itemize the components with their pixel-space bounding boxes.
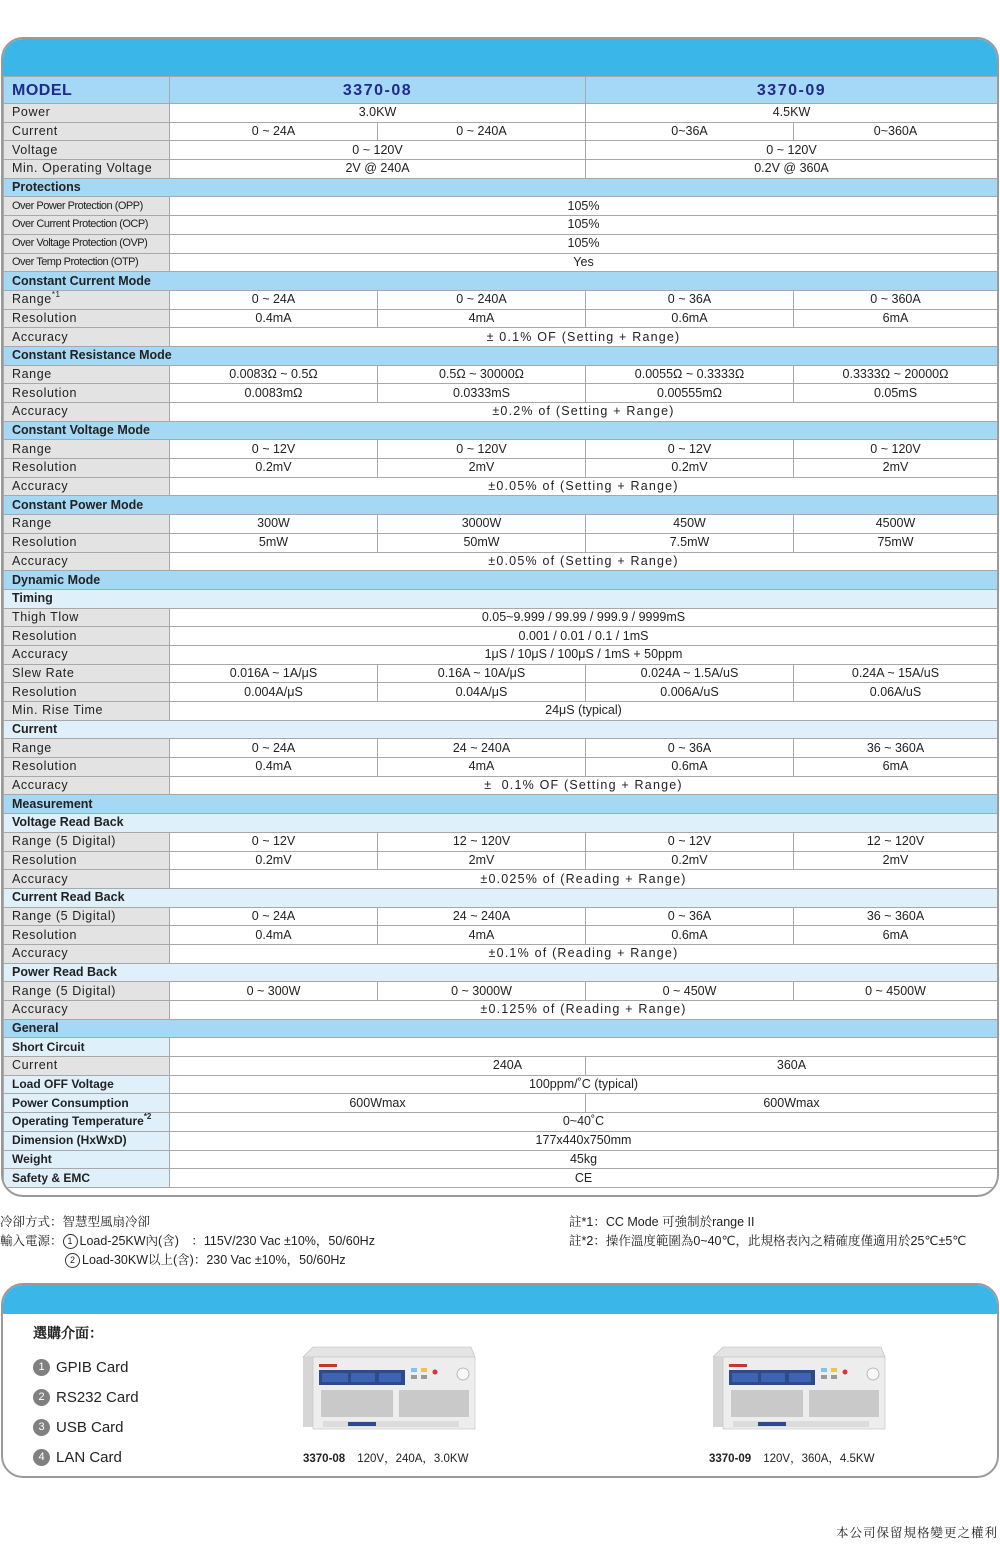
table-row — [4, 328, 998, 347]
cell: 0 ~ 3000W — [378, 982, 586, 1001]
cell: 0 ~ 120V — [586, 141, 998, 160]
table-row — [4, 477, 998, 496]
row-label: Resolution — [4, 758, 170, 777]
cell: 2mV — [794, 459, 998, 478]
model-3370-09: 3370-09 — [586, 77, 998, 104]
number-badge-icon: 1 — [33, 1359, 50, 1376]
options-list — [33, 1352, 139, 1472]
cell: 4mA — [378, 926, 586, 945]
cell: 0 ~ 300W — [170, 982, 378, 1001]
table-row — [4, 627, 998, 646]
cell: 600Wmax — [170, 1094, 586, 1113]
table-row — [4, 384, 998, 403]
cell: 0 ~ 24A — [170, 739, 378, 758]
cell: ±0.2% of (Setting + Range) — [170, 403, 998, 422]
model-3370-08: 3370-08 — [170, 77, 586, 104]
cell: 45kg — [170, 1150, 998, 1169]
cell: 0.4mA — [170, 309, 378, 328]
cell: 0 ~ 36A — [586, 907, 794, 926]
circled-number-icon: 1 — [63, 1234, 78, 1249]
table-row — [4, 832, 998, 851]
table-row — [4, 365, 998, 384]
cell: 0.2mV — [586, 851, 794, 870]
cell: 0.4mA — [170, 758, 378, 777]
row-label: Over Voltage Protection (OVP) — [4, 234, 170, 253]
cell: 105% — [170, 216, 998, 235]
cell: Yes — [170, 253, 998, 272]
option-label: RS232 Card — [56, 1388, 139, 1406]
table-row — [4, 1131, 998, 1150]
cell: 50mW — [378, 533, 586, 552]
row-label: Resolution — [4, 627, 170, 646]
subsection-header — [4, 589, 998, 608]
section-header — [4, 1019, 998, 1038]
row-label: Weight — [4, 1150, 170, 1169]
subsection-title: Current — [4, 720, 998, 739]
cell: 300W — [170, 515, 378, 534]
cell: 0 ~ 240A — [378, 290, 586, 309]
subsection-header — [4, 814, 998, 833]
section-header — [4, 571, 998, 590]
cell: ± 0.1% OF (Setting + Range) — [170, 328, 998, 347]
cell: 2V @ 240A — [170, 160, 586, 179]
table-row — [4, 944, 998, 963]
input-2-text: Load-30KW以上(含)：230 Vac ±10%，50/60Hz — [82, 1253, 346, 1267]
footnote-2: 註*2：操作溫度範圍為0~40℃，此規格表內之精確度僅適用於25℃±5℃ — [569, 1234, 967, 1248]
table-row — [4, 1169, 998, 1188]
input-power-note-2 — [0, 1251, 375, 1270]
section-header — [4, 346, 998, 365]
subsection-header — [4, 963, 998, 982]
cell: 24μS (typical) — [170, 702, 998, 721]
section-header — [4, 496, 998, 515]
cell: 12 ~ 120V — [794, 832, 998, 851]
cell: 0.16A ~ 10A/μS — [378, 664, 586, 683]
cell: 0 ~ 450W — [586, 982, 794, 1001]
row-label: Current — [4, 1057, 170, 1076]
row-label: Min. Rise Time — [4, 702, 170, 721]
row-label: Range — [4, 739, 170, 758]
cell: 0.0083Ω ~ 0.5Ω — [170, 365, 378, 384]
cell: 105% — [170, 197, 998, 216]
section-header — [4, 795, 998, 814]
subsection-header — [4, 888, 998, 907]
table-row — [4, 851, 998, 870]
table-row — [4, 309, 998, 328]
product-spec: 120V，240A，3.0KW — [357, 1453, 469, 1465]
row-label: Resolution — [4, 683, 170, 702]
footer-disclaimer: 本公司保留規格變更之權利 — [835, 1526, 998, 1540]
subsection-title: Voltage Read Back — [4, 814, 998, 833]
table-row — [4, 160, 998, 179]
row-label-text: Range — [12, 292, 52, 307]
section-title: Measurement — [4, 795, 998, 814]
product-caption — [303, 1450, 468, 1466]
row-label: Accuracy — [4, 552, 170, 571]
input-power-note-1 — [0, 1232, 375, 1251]
cell: 0.004A/μS — [170, 683, 378, 702]
cell: 0.3333Ω ~ 20000Ω — [794, 365, 998, 384]
footnote-marker: *1 — [51, 290, 61, 300]
section-title: Constant Power Mode — [4, 496, 998, 515]
table-row — [4, 702, 998, 721]
cell: 0.0333mS — [378, 384, 586, 403]
row-label: Range (5 Digital) — [4, 982, 170, 1001]
row-label: Accuracy — [4, 477, 170, 496]
option-label: GPIB Card — [56, 1358, 129, 1376]
table-row — [4, 1113, 998, 1132]
cell: 0.06A/uS — [794, 683, 998, 702]
section-title: Constant Current Mode — [4, 272, 998, 291]
row-label: Accuracy — [4, 1001, 170, 1020]
cell: 0.2mV — [586, 459, 794, 478]
cell: 600Wmax — [586, 1094, 998, 1113]
cell: ±0.05% of (Setting + Range) — [170, 477, 998, 496]
number-badge-icon: 4 — [33, 1449, 50, 1466]
table-row — [4, 608, 998, 627]
cell: 0.05~9.999 / 99.99 / 999.9 / 9999mS — [170, 608, 998, 627]
table-row — [4, 515, 998, 534]
cell: 0 ~ 12V — [170, 440, 378, 459]
row-label: Accuracy — [4, 403, 170, 422]
section-header — [4, 178, 998, 197]
row-label: Safety & EMC — [4, 1169, 170, 1188]
row-label: Power Consumption — [4, 1094, 170, 1113]
cell: 0 ~ 120V — [170, 141, 586, 160]
cell: 0.6mA — [586, 309, 794, 328]
cell: 0.024A ~ 1.5A/uS — [586, 664, 794, 683]
section-header — [4, 421, 998, 440]
option-item — [33, 1352, 139, 1382]
table-row — [4, 290, 998, 309]
cell: 0.6mA — [586, 758, 794, 777]
table-row — [4, 870, 998, 889]
cell: 100ppm/˚C (typical) — [170, 1075, 998, 1094]
cell: 0 ~ 36A — [586, 739, 794, 758]
product-model: 3370-09 — [709, 1453, 752, 1465]
cell: 0.016A ~ 1A/μS — [170, 664, 378, 683]
cell: 12 ~ 120V — [378, 832, 586, 851]
input-label: 輸入電源： — [0, 1234, 63, 1248]
cell: 0 ~ 120V — [378, 440, 586, 459]
section-header — [4, 272, 998, 291]
subsection-header — [4, 720, 998, 739]
row-label: Dimension (HxWxD) — [4, 1131, 170, 1150]
cell: 0.0083mΩ — [170, 384, 378, 403]
subsection-title: Timing — [4, 589, 998, 608]
cell: 1μS / 10μS / 100μS / 1mS + 50ppm — [170, 645, 998, 664]
table-row — [4, 1038, 998, 1057]
cell: 0 ~ 12V — [586, 440, 794, 459]
cooling-note: 冷卻方式：智慧型風扇冷卻 — [0, 1215, 151, 1229]
cell: ± 0.1% OF (Setting + Range) — [170, 776, 998, 795]
option-label: USB Card — [56, 1418, 124, 1436]
row-label: Resolution — [4, 309, 170, 328]
table-row — [4, 739, 998, 758]
input-1-text: Load-25KW內(含) ：115V/230 Vac ±10%，50/60Hz — [79, 1234, 375, 1248]
cell: 4mA — [378, 758, 586, 777]
cell: 0.2mV — [170, 851, 378, 870]
cell: 6mA — [794, 309, 998, 328]
row-label: Range — [4, 440, 170, 459]
table-row — [4, 253, 998, 272]
row-label: Power — [4, 104, 170, 123]
cell: 6mA — [794, 926, 998, 945]
row-label: Resolution — [4, 926, 170, 945]
table-row — [4, 982, 998, 1001]
subsection-title: Power Read Back — [4, 963, 998, 982]
cell: 0~360A — [794, 122, 998, 141]
cell: 2mV — [794, 851, 998, 870]
option-item — [33, 1382, 139, 1412]
row-label: Over Temp Protection (OTP) — [4, 253, 170, 272]
row-label: Range — [4, 515, 170, 534]
cell: 0~40˚C — [170, 1113, 998, 1132]
cell: 4mA — [378, 309, 586, 328]
row-label: Accuracy — [4, 870, 170, 889]
cell — [170, 1057, 586, 1076]
cell: 3000W — [378, 515, 586, 534]
row-label: Min. Operating Voltage — [4, 160, 170, 179]
row-label: Resolution — [4, 851, 170, 870]
product-model: 3370-08 — [303, 1453, 346, 1465]
cell: 6mA — [794, 758, 998, 777]
product-caption — [709, 1450, 874, 1466]
option-label: LAN Card — [56, 1448, 122, 1466]
cell: ±0.1% of (Reading + Range) — [170, 944, 998, 963]
cell: 0 ~ 120V — [794, 440, 998, 459]
table-row — [4, 122, 998, 141]
cell: 3.0KW — [170, 104, 586, 123]
option-item — [33, 1412, 139, 1442]
notes-right — [569, 1213, 966, 1251]
footnote-marker: *2 — [143, 1112, 152, 1122]
cell: ±0.025% of (Reading + Range) — [170, 870, 998, 889]
table-row — [4, 440, 998, 459]
table-row — [4, 1057, 998, 1076]
cell: 36 ~ 360A — [794, 907, 998, 926]
cell: 0.04A/μS — [378, 683, 586, 702]
table-row — [4, 664, 998, 683]
cell: 7.5mW — [586, 533, 794, 552]
row-label: Voltage — [4, 141, 170, 160]
options-title: 選購介面： — [33, 1325, 103, 1341]
table-row — [4, 141, 998, 160]
cell: 0.0055Ω ~ 0.3333Ω — [586, 365, 794, 384]
cell: 0 ~ 360A — [794, 290, 998, 309]
table-row — [4, 926, 998, 945]
cell: 450W — [586, 515, 794, 534]
cell-text: 240A — [492, 1058, 523, 1073]
cell: 177x440x750mm — [170, 1131, 998, 1150]
options-band — [3, 1285, 997, 1314]
cell: 0.05mS — [794, 384, 998, 403]
cell: 0.2V @ 360A — [586, 160, 998, 179]
cell: 0 ~ 24A — [170, 907, 378, 926]
cell: 24 ~ 240A — [378, 739, 586, 758]
cell: CE — [170, 1169, 998, 1188]
row-label: Load OFF Voltage — [4, 1075, 170, 1094]
cell: 5mW — [170, 533, 378, 552]
row-label: Accuracy — [4, 776, 170, 795]
table-row — [4, 104, 998, 123]
row-label: Accuracy — [4, 328, 170, 347]
row-label: Over Current Protection (OCP) — [4, 216, 170, 235]
section-title: Protections — [4, 178, 998, 197]
cell: 2mV — [378, 459, 586, 478]
header-band — [3, 39, 997, 76]
cell: ±0.125% of (Reading + Range) — [170, 1001, 998, 1020]
cell: 36 ~ 360A — [794, 739, 998, 758]
cell: 105% — [170, 234, 998, 253]
product-spec: 120V，360A，4.5KW — [763, 1453, 875, 1465]
circled-number-icon: 2 — [65, 1253, 80, 1268]
options-frame — [1, 1283, 999, 1478]
product-image-3370-09 — [703, 1345, 893, 1440]
row-label: Resolution — [4, 533, 170, 552]
row-label-text: Operating Temperature — [12, 1114, 144, 1129]
row-label: Over Power Protection (OPP) — [4, 197, 170, 216]
table-row — [4, 403, 998, 422]
number-badge-icon: 2 — [33, 1389, 50, 1406]
section-title: Constant Resistance Mode — [4, 346, 998, 365]
cell: 360A — [586, 1057, 998, 1076]
row-label: Accuracy — [4, 645, 170, 664]
cell: 0 ~ 24A — [170, 290, 378, 309]
cell: 0.24A ~ 15A/uS — [794, 664, 998, 683]
cell: 2mV — [378, 851, 586, 870]
cell: 4500W — [794, 515, 998, 534]
table-row — [4, 645, 998, 664]
cell: 0 ~ 36A — [586, 290, 794, 309]
spec-table-frame — [1, 37, 999, 1197]
row-label: Short Circuit — [4, 1038, 170, 1057]
row-label: Slew Rate — [4, 664, 170, 683]
row-label: Resolution — [4, 459, 170, 478]
table-row — [4, 683, 998, 702]
table-row — [4, 216, 998, 235]
table-row — [4, 1075, 998, 1094]
cell: 75mW — [794, 533, 998, 552]
row-label: Accuracy — [4, 944, 170, 963]
table-row — [4, 552, 998, 571]
row-label: Thigh Tlow — [4, 608, 170, 627]
cell: 0.00555mΩ — [586, 384, 794, 403]
row-label: Range — [4, 365, 170, 384]
table-row — [4, 533, 998, 552]
table-row — [4, 907, 998, 926]
cell: 0 ~ 4500W — [794, 982, 998, 1001]
cell — [170, 1038, 998, 1057]
spec-table — [3, 76, 998, 1188]
cell: 0.6mA — [586, 926, 794, 945]
product-image-3370-08 — [293, 1345, 483, 1440]
cell: 0.006A/uS — [586, 683, 794, 702]
notes-left — [0, 1213, 375, 1270]
row-label: Current — [4, 122, 170, 141]
subsection-title: Current Read Back — [4, 888, 998, 907]
model-label: MODEL — [4, 77, 170, 104]
cell: 0.2mV — [170, 459, 378, 478]
cell: 0 ~ 12V — [170, 832, 378, 851]
number-badge-icon: 3 — [33, 1419, 50, 1436]
table-row — [4, 234, 998, 253]
table-row — [4, 1150, 998, 1169]
cell: 0.4mA — [170, 926, 378, 945]
section-title: Dynamic Mode — [4, 571, 998, 590]
table-row — [4, 1094, 998, 1113]
row-label: Resolution — [4, 384, 170, 403]
cell: 0 ~ 240A — [378, 122, 586, 141]
row-label — [4, 1113, 170, 1132]
option-item — [33, 1442, 139, 1472]
row-label — [4, 290, 170, 309]
table-row — [4, 758, 998, 777]
cell: 24 ~ 240A — [378, 907, 586, 926]
model-row — [4, 77, 998, 104]
table-row — [4, 776, 998, 795]
section-title: General — [4, 1019, 998, 1038]
row-label: Range (5 Digital) — [4, 832, 170, 851]
cell: 0 ~ 24A — [170, 122, 378, 141]
table-row — [4, 197, 998, 216]
cell: 0~36A — [586, 122, 794, 141]
cell: 0.5Ω ~ 30000Ω — [378, 365, 586, 384]
cell: 0 ~ 12V — [586, 832, 794, 851]
cell: 4.5KW — [586, 104, 998, 123]
cell: 0.001 / 0.01 / 0.1 / 1mS — [170, 627, 998, 646]
row-label: Range (5 Digital) — [4, 907, 170, 926]
section-title: Constant Voltage Mode — [4, 421, 998, 440]
cell: ±0.05% of (Setting + Range) — [170, 552, 998, 571]
table-row — [4, 459, 998, 478]
footnote-1: 註*1：CC Mode 可強制於range II — [569, 1215, 755, 1229]
table-row — [4, 1001, 998, 1020]
